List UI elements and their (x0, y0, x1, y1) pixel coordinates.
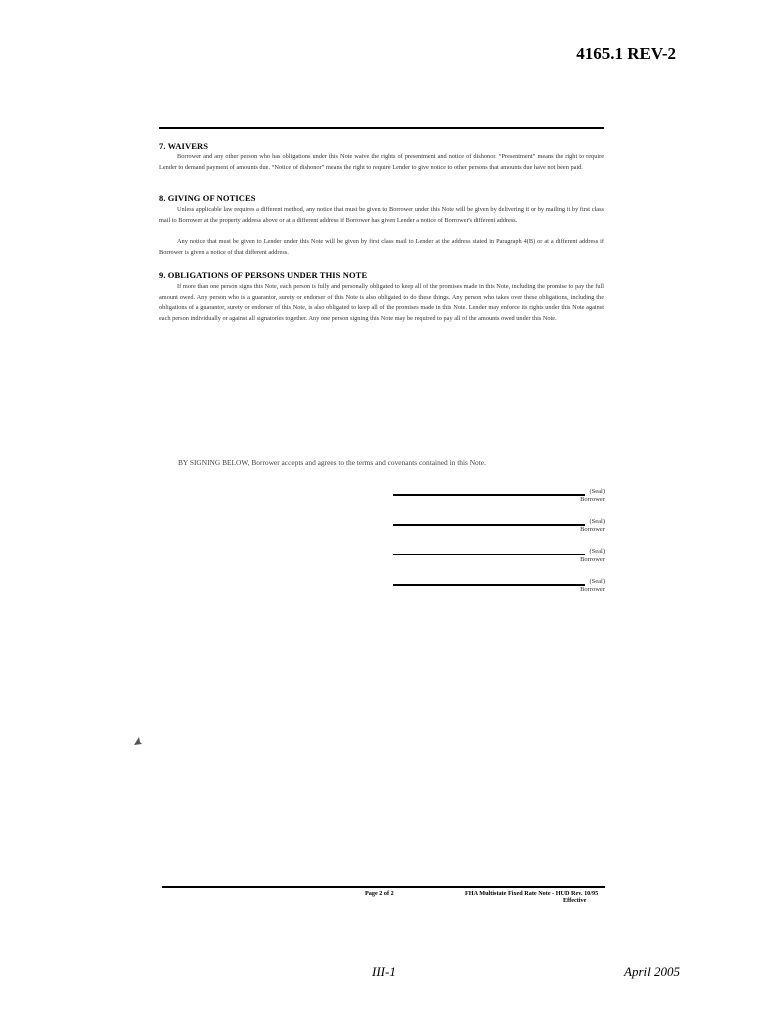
form-effective-label: Effective (563, 897, 587, 904)
section-heading-notices: 8. GIVING OF NOTICES (159, 193, 256, 203)
borrower-label: Borrower (580, 556, 605, 563)
signing-statement: BY SIGNING BELOW, Borrower accepts and agrees to the terms and covenants contained in this Note. (178, 458, 486, 467)
cursor-arrow-icon (133, 736, 143, 746)
borrower-label: Borrower (580, 586, 605, 593)
form-page-number: Page 2 of 2 (365, 890, 394, 897)
section-paragraph: Unless applicable law requires a different method, any notice that must be given to Borrower under this Note will be given by delivering it or by mailing it by first class mail to Borrower at the property address above or at a different address if Borrower has given Lender a notice of Borrower's different address. (159, 206, 604, 224)
signature-line[interactable] (393, 488, 605, 508)
seal-label: (Seal) (589, 518, 605, 525)
section-heading-waivers: 7. WAIVERS (159, 141, 209, 151)
signature-line[interactable] (393, 578, 605, 598)
signature-rule (393, 554, 585, 555)
page-number: III-1 (372, 964, 396, 979)
signature-rule (393, 524, 585, 526)
top-divider (159, 127, 604, 129)
form-identifier: FHA Multistate Fixed Rate Note - HUD Rev. 10/95 (465, 890, 599, 897)
section-paragraph: Any notice that must be given to Lender under this Note will be given by first class mail to Lender at the address stated in Paragraph 4(B) or at a different address if Borrower is given a notice of that different address. (159, 238, 604, 256)
signature-rule (393, 494, 585, 496)
seal-label: (Seal) (589, 488, 605, 495)
seal-label: (Seal) (589, 578, 605, 585)
bottom-divider (162, 886, 605, 888)
borrower-label: Borrower (580, 526, 605, 533)
page-date: April 2005 (624, 964, 680, 979)
section-heading-obligations: 9. OBLIGATIONS OF PERSONS UNDER THIS NOTE (159, 270, 368, 280)
borrower-label: Borrower (580, 496, 605, 503)
signature-rule (393, 584, 585, 586)
section-paragraph: Borrower and any other person who has obligations under this Note waive the rights of presentment and notice of dishonor. “Presentment” means the right to require Lender to demand payment of amounts due. “Notice of dishonor” means the right to require Lender to give notice to other persons that amounts due have not been paid. (159, 153, 604, 171)
seal-label: (Seal) (589, 548, 605, 555)
signature-line[interactable] (393, 548, 605, 568)
document-number: 4165.1 REV-2 (576, 44, 676, 63)
signature-line[interactable] (393, 518, 605, 538)
section-paragraph: If more than one person signs this Note, each person is fully and personally obligated to keep all of the promises made in this Note, including the promise to pay the full amount owed. Any person who is a guarantor, surety or endorser of this Note is also obligated to do these things. Any person who takes over these obligations, including the obligations of a guarantor, surety or endorser of this Note, is also obligated to keep all of the promises made in this Note. Lender may enforce its rights under this Note against each person individually or against all signatories together. Any one person signing this Note may be required to pay all of the amounts owed under this Note. (159, 283, 604, 322)
